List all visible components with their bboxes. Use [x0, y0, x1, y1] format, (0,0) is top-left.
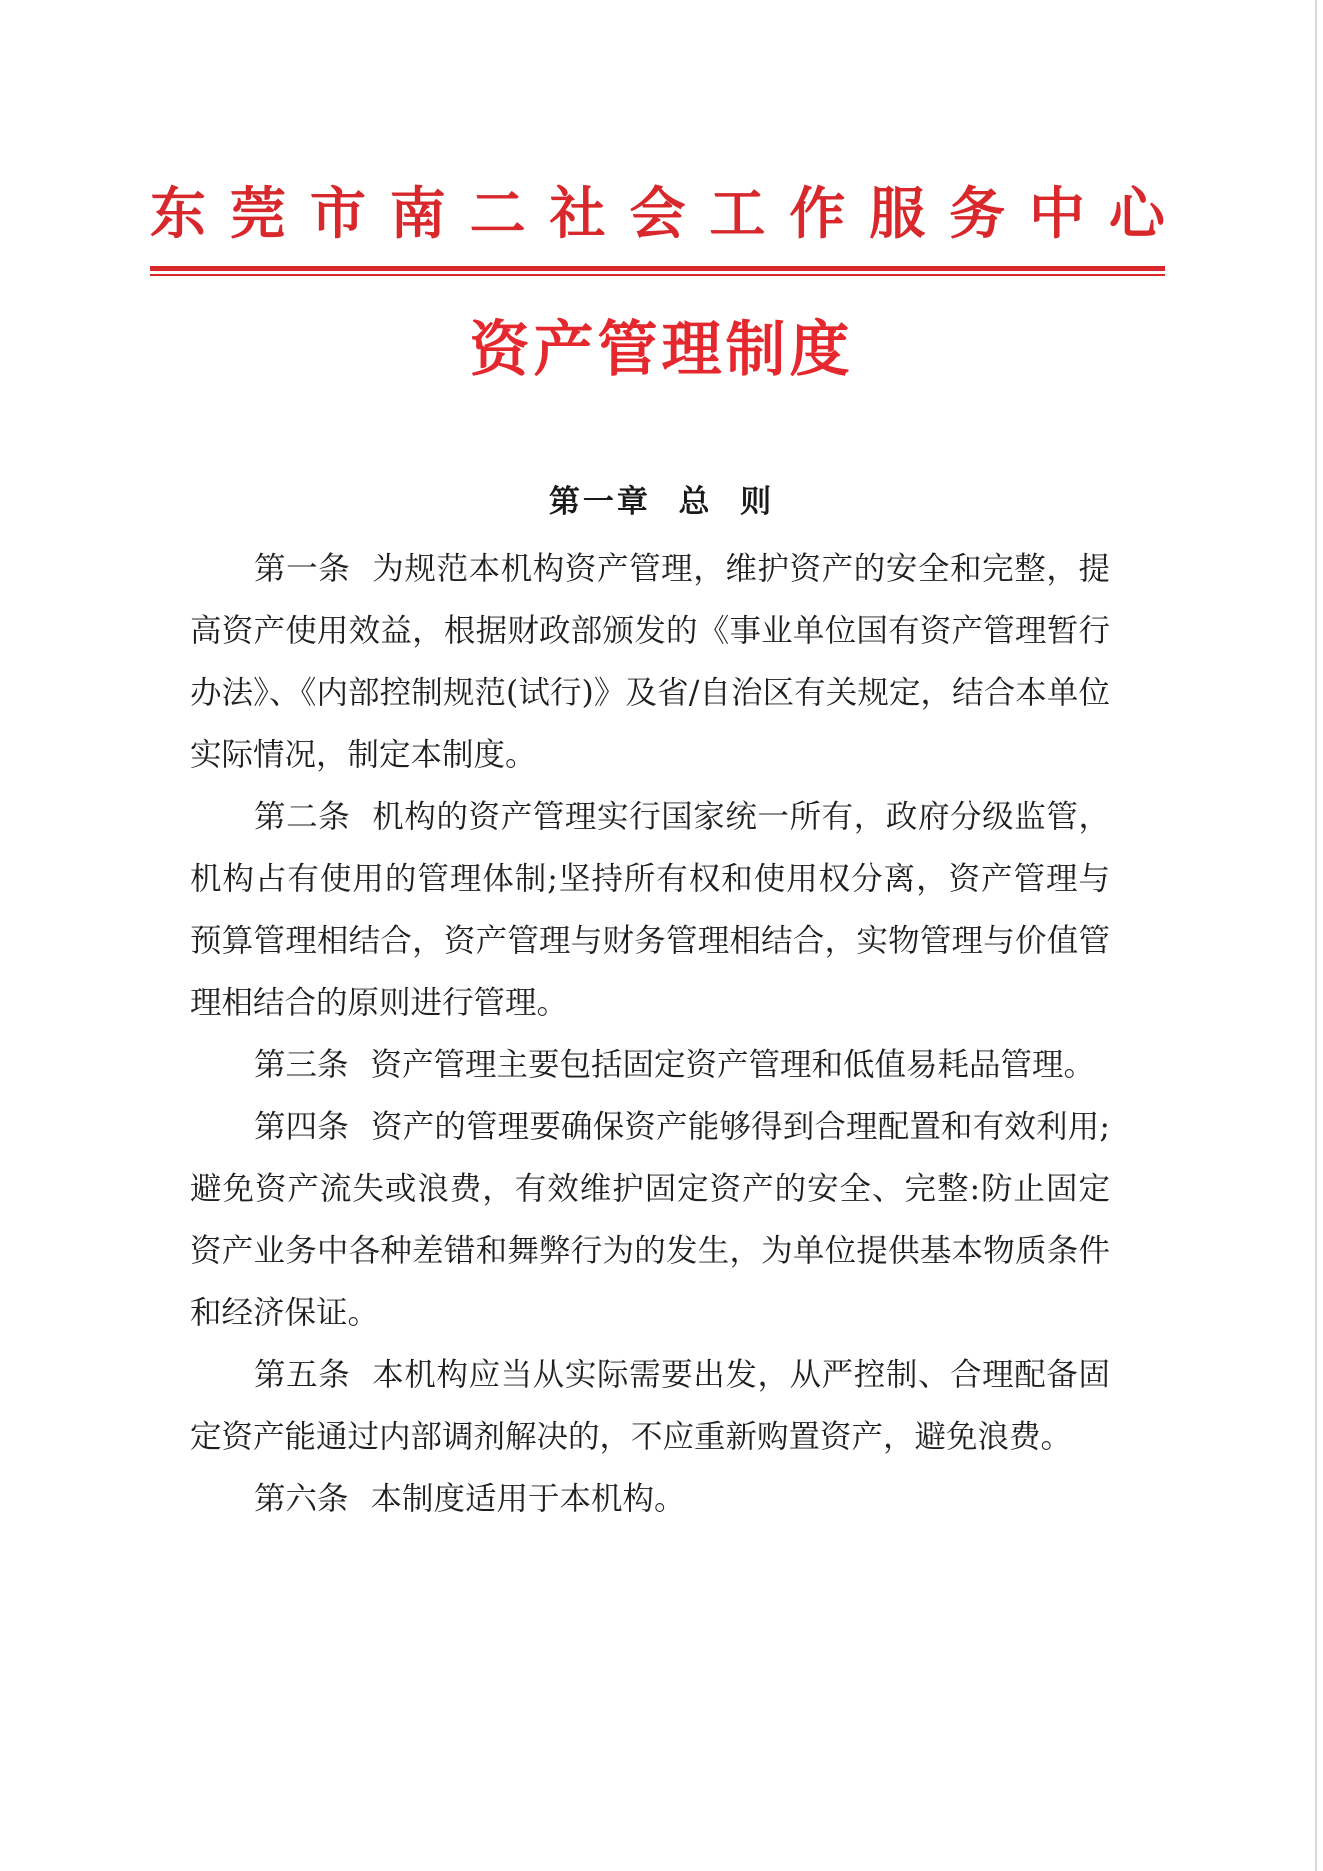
article-text: 本机构应当从实际需要出发，从严控制、合理配备固定资产能通过内部调剂解决的，不应重新购置资产，避免浪费。: [190, 1357, 1110, 1455]
letterhead-char: 莞: [229, 182, 286, 247]
article-text: 资产的管理要确保资产能够得到合理配置和有效利用;避免资产流失或浪费，有效维护固定资产的安全、完整:防止固定资产业务中各种差错和舞弊行为的发生，为单位提供基本物质条件和经济保证。: [190, 1109, 1110, 1331]
letterhead-char: 东: [150, 182, 206, 247]
article-number: 第四条: [254, 1109, 350, 1145]
letterhead-char: 会: [629, 182, 686, 247]
letterhead-char: 二: [469, 182, 526, 247]
letterhead-char: 中: [1028, 182, 1085, 247]
article-number: 第五条: [254, 1357, 351, 1393]
article-text: 为规范本机构资产管理，维护资产的安全和完整，提高资产使用效益，根据财政部颁发的《事业单位国有资产管理暂行办法》、《内部控制规范(试行)》及省/自治区有关规定，结合本单位实际情况，制定本制度。: [190, 551, 1110, 773]
article-paragraph: [190, 1096, 1110, 1344]
letterhead-char: 服: [869, 182, 926, 247]
article-paragraph: [190, 538, 1110, 786]
article-number: 第三条: [254, 1047, 349, 1083]
chapter-heading: 第一章 总 则: [548, 484, 775, 520]
letterhead-char: 作: [789, 182, 846, 247]
letterhead-char: 市: [309, 182, 366, 247]
letterhead-char: 社: [549, 182, 606, 247]
letterhead-char: 工: [709, 182, 766, 247]
article-paragraph: [190, 786, 1110, 1034]
article-number: 第一条: [254, 551, 351, 587]
article-paragraph: [190, 1468, 1110, 1530]
letterhead-char: 南: [389, 182, 446, 247]
letterhead-char: 务: [949, 182, 1006, 247]
page-edge-line: [1315, 0, 1317, 1871]
article-text: 本制度适用于本机构。: [370, 1481, 686, 1517]
document-title: 资产管理制度: [469, 315, 854, 385]
letterhead-char: 心: [1108, 182, 1165, 247]
letterhead-rule-thin: [150, 274, 1165, 276]
article-text: 资产管理主要包括固定资产管理和低值易耗品管理。: [370, 1047, 1096, 1083]
article-number: 第六条: [254, 1481, 349, 1517]
article-paragraph: [190, 1344, 1110, 1468]
article-paragraph: [190, 1034, 1110, 1096]
article-number: 第二条: [254, 799, 351, 835]
letterhead-organization-name: [150, 170, 1165, 250]
letterhead-rule-thick: [150, 266, 1165, 271]
article-text: 机构的资产管理实行国家统一所有，政府分级监管，机构占有使用的管理体制;坚持所有权和使用权分离，资产管理与预算管理相结合，资产管理与财务管理相结合，实物管理与价值管理相结合的原则进行管理。: [190, 799, 1110, 1021]
document-body: [190, 538, 1110, 1530]
